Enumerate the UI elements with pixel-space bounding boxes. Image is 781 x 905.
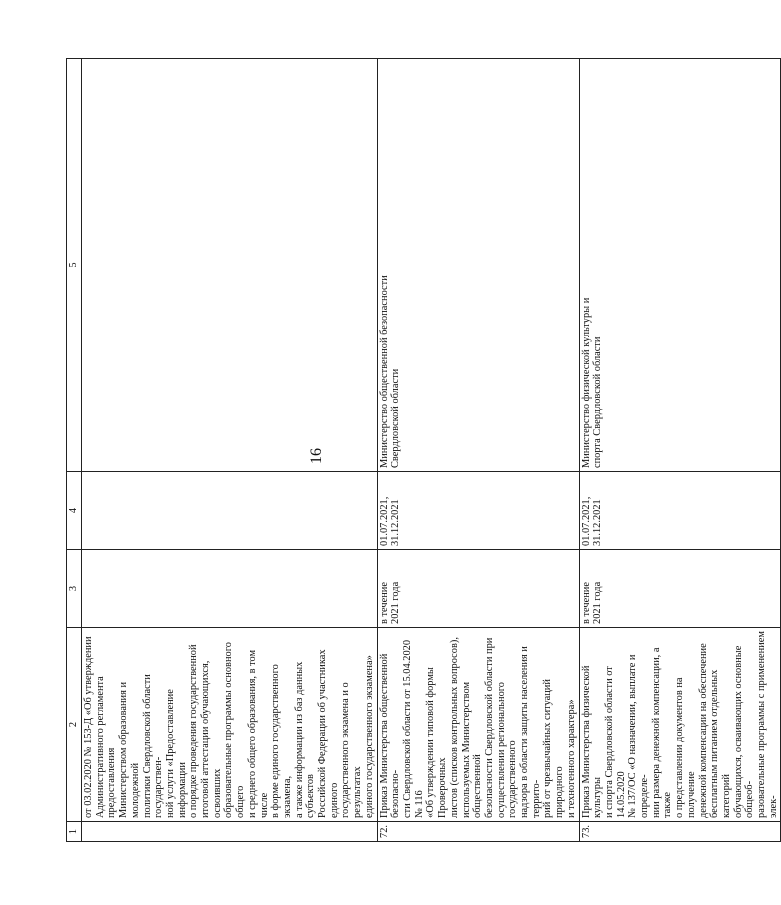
period-cell xyxy=(82,550,378,628)
header-col-2: 2 xyxy=(67,628,82,822)
header-col-4: 4 xyxy=(67,472,82,550)
table-row xyxy=(579,59,781,842)
document-cell: от 03.02.2020 № 153-Д «Об утверждении Административного регламента предоставления Министерством образования и молодежной политики Свердловской области государствен- ной услуги «Предоставление информации о порядке проведения государственной итоговой аттестации обучающихся, освоивших образовательные программы основного общего и среднего общего образования, в том числе в форме единого государственного экзамена, а также информации из баз данных субъектов Российской Федерации об участниках единого государственного экзамена и о результатах единого государственного экзамена» xyxy=(82,628,378,822)
dates-cell: 01.07.2021, 31.12.2021 xyxy=(579,472,781,550)
dates-cell: 01.07.2021, 31.12.2021 xyxy=(377,472,579,550)
table-header-row xyxy=(67,59,82,842)
row-number: 72. xyxy=(377,822,579,842)
row-number: 73. xyxy=(579,822,781,842)
plan-table xyxy=(66,58,781,842)
header-col-1: 1 xyxy=(67,822,82,842)
ministry-cell xyxy=(82,59,378,472)
row-number xyxy=(82,822,378,842)
page-number: 16 xyxy=(308,448,325,464)
header-col-3: 3 xyxy=(67,550,82,628)
ministry-cell: Министерство физической культуры и спорта Свердловской области xyxy=(579,59,781,472)
rotated-table-container xyxy=(66,59,779,842)
header-col-5: 5 xyxy=(67,59,82,472)
table-row xyxy=(377,59,579,842)
document-cell: Приказ Министерства физической культуры и спорта Свердловской области от 14.05.2020 № 137/ОС «О назначении, выплате и определе- нии размера денежной компенсации, а также о представлении документов на получение денежной компенсации на обеспечение бесплатным питанием отдельных категорий обучающихся, осваивающих основные общеоб- разовательные программы с применением элек- xyxy=(579,628,781,822)
period-cell: в течение 2021 года xyxy=(377,550,579,628)
table-row xyxy=(82,59,378,842)
dates-cell xyxy=(82,472,378,550)
document-cell: Приказ Министерства общественной безопасно- сти Свердловской области от 15.04.2020 № 116 «Об утверждении типовой формы Проверочных листов (списков контрольных вопросов), используемых Министерством общественной безопасности Свердловской области при осуществлении регионального государственного надзора в области защиты населения и террито- рий от чрезвычайных ситуаций природного и техногенного характера» xyxy=(377,628,579,822)
period-cell: в течение 2021 года xyxy=(579,550,781,628)
ministry-cell: Министерство общественной безопасности Свердловской области xyxy=(377,59,579,472)
